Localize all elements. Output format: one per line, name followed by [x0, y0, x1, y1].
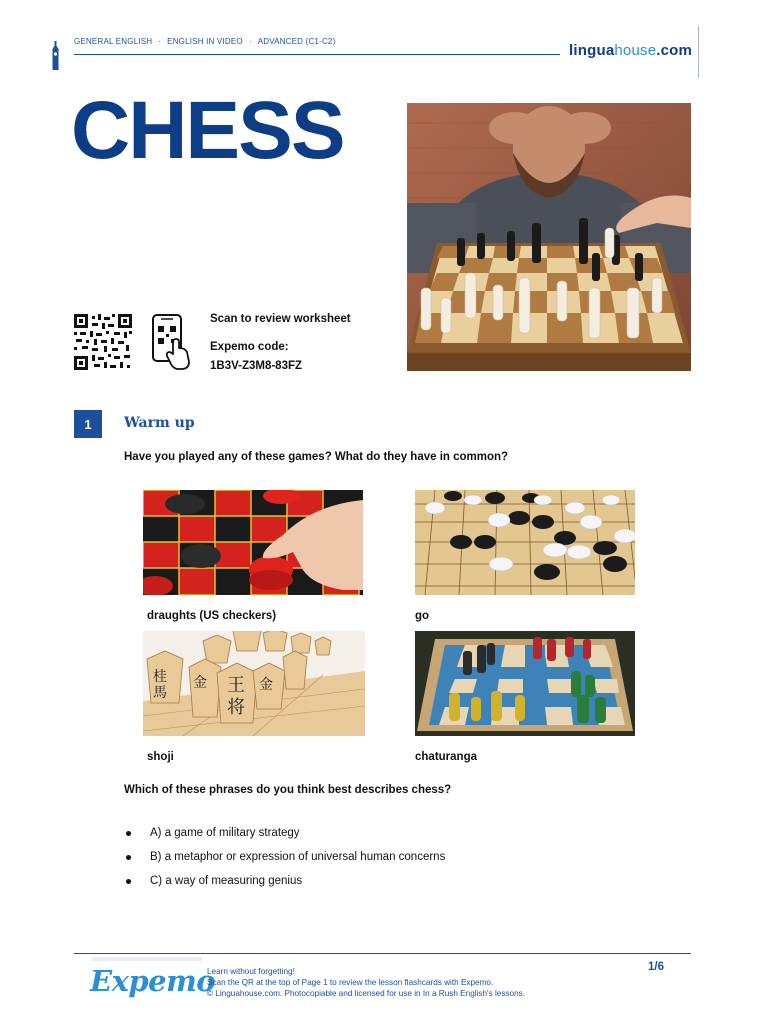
- option-text: C) a way of measuring genius: [150, 875, 303, 887]
- game-caption: go: [415, 610, 430, 622]
- svg-text:金: 金: [193, 675, 207, 691]
- option-text: A) a game of military strategy: [150, 827, 300, 839]
- footer-faint-mark: [92, 957, 202, 961]
- section-title: Warm up: [124, 415, 195, 431]
- brand-part: house: [614, 42, 657, 59]
- expemo-code-value: 1B3V-Z3M8-83FZ: [210, 360, 303, 372]
- breadcrumb-separator: ·: [248, 37, 252, 46]
- game-caption: shoji: [147, 751, 174, 763]
- footer-line: Learn without forgetting!: [207, 967, 295, 976]
- svg-text:将: 将: [227, 697, 245, 718]
- question-2: Which of these phrases do you think best describes chess?: [124, 784, 452, 796]
- footer-divider: [74, 953, 691, 954]
- footer-line: © Linguahouse.com. Photocopiable and licensed for use in In a Rush English's lessons.: [207, 989, 526, 998]
- expemo-code-label: Expemo code:: [210, 341, 289, 353]
- chaturanga-photo: [415, 631, 635, 736]
- chess-player-photo: [407, 103, 691, 371]
- go-photo: [415, 490, 635, 595]
- footer-line: Scan the QR at the top of Page 1 to review the lesson flashcards with Expemo.: [207, 978, 494, 987]
- section-number: 1: [74, 410, 102, 438]
- header-vertical-divider: [698, 26, 699, 78]
- bullet-icon: [126, 879, 131, 884]
- bullet-icon: [126, 855, 131, 860]
- phone-scan-icon: [151, 314, 191, 370]
- breadcrumb-item[interactable]: ENGLISH IN VIDEO: [167, 37, 243, 46]
- svg-text:金: 金: [259, 677, 273, 693]
- game-caption: draughts (US checkers): [147, 610, 277, 622]
- answer-option: [124, 850, 544, 874]
- header-divider: [74, 54, 560, 55]
- brand-part: lingua: [569, 42, 615, 59]
- qr-code[interactable]: [74, 314, 132, 370]
- draughts-photo: [143, 490, 363, 595]
- breadcrumb-separator: ·: [158, 37, 162, 46]
- expemo-logo[interactable]: Expemo: [90, 964, 216, 998]
- big-ben-icon: [51, 41, 60, 70]
- question-1: Have you played any of these games? What do they have in common?: [124, 451, 509, 463]
- linguahouse-logo[interactable]: [569, 42, 692, 59]
- answer-option: [124, 874, 544, 898]
- page-number: 1/6: [648, 961, 664, 973]
- breadcrumb: [74, 37, 335, 46]
- game-caption: chaturanga: [415, 751, 477, 763]
- footer-text: [207, 966, 525, 999]
- breadcrumb-item[interactable]: GENERAL ENGLISH: [74, 37, 153, 46]
- svg-text:王: 王: [227, 675, 245, 696]
- shogi-photo: [143, 631, 365, 736]
- svg-text:馬: 馬: [153, 685, 167, 701]
- answer-options: [124, 826, 544, 898]
- bullet-icon: [126, 831, 131, 836]
- brand-part: .com: [656, 42, 693, 59]
- breadcrumb-item[interactable]: ADVANCED (C1-C2): [257, 37, 336, 46]
- page-title: CHESS: [71, 85, 344, 176]
- option-text: B) a metaphor or expression of universal human concerns: [150, 851, 446, 863]
- answer-option: [124, 826, 544, 850]
- svg-text:桂: 桂: [153, 669, 167, 685]
- scan-instruction: Scan to review worksheet: [210, 313, 351, 325]
